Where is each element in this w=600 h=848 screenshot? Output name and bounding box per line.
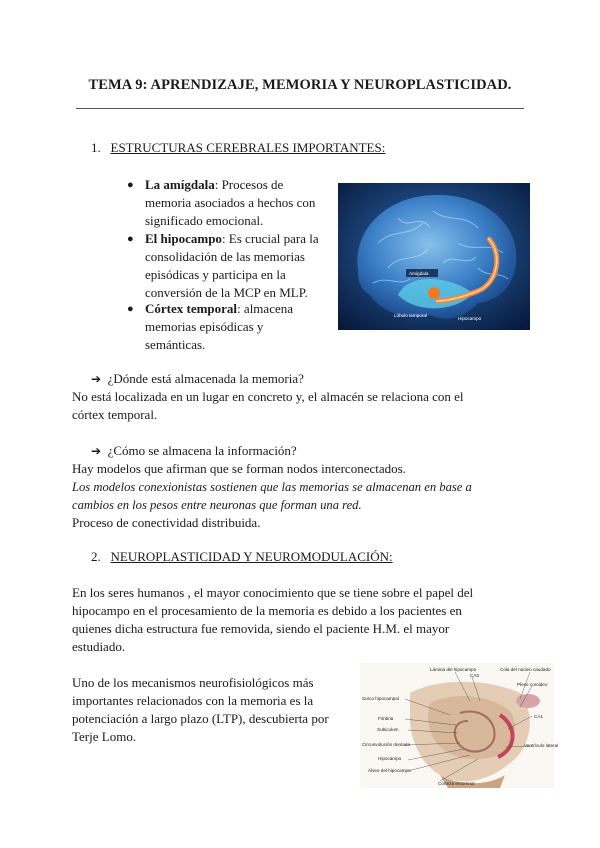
question-2: ➔ ¿Cómo se almacena la información? xyxy=(91,443,297,458)
bullet-term: El hipocampo xyxy=(145,231,222,246)
label-entorhinal-cortex: Corteza entorrinal xyxy=(438,781,475,786)
bullet-hippocampus: ● El hipocampo: Es crucial para la consolidación de las memorias episódicas y participa en la conversión de la MCP en MLP. xyxy=(127,231,319,300)
label-ca1: CA1 xyxy=(534,714,543,719)
section1-number: 1. xyxy=(91,140,101,155)
paragraph-line: potenciación a largo plazo (LTP), descubierta por xyxy=(72,711,329,726)
bullet-dot-icon: ● xyxy=(127,179,134,191)
paragraph-line: Terje Lomo. xyxy=(72,729,137,744)
label-subiculum: Subiculum xyxy=(377,727,399,732)
bullet-amygdala: ● La amígdala: Procesos de memoria asociados a hechos con significado emocional. xyxy=(127,177,316,228)
label-hippocampus: Hipocampo xyxy=(378,756,402,761)
answer-2-line: Hay modelos que afirman que se forman nodos interconectados. xyxy=(72,461,406,476)
bullet-dot-icon: ● xyxy=(127,233,134,245)
section2-number: 2. xyxy=(91,549,101,564)
label-lamina: Lámina del hipocampo xyxy=(430,667,477,672)
arrow-right-icon: ➔ xyxy=(91,372,102,386)
title-divider xyxy=(76,108,524,109)
paragraph-line: quienes dicha estructura fue removida, siendo el paciente H.M. el mayor xyxy=(72,621,450,636)
section2-title: NEUROPLASTICIDAD Y NEUROMODULACIÓN: xyxy=(110,549,393,564)
paragraph-line: importantes relacionados con la memoria es la xyxy=(72,693,314,708)
label-caudate-tail: Cola del núcleo caudado xyxy=(500,667,551,672)
hippocampus-diagram xyxy=(360,663,559,788)
label-dentate-gyrus: Circunvolución dentada xyxy=(362,742,411,747)
label-lateral-ventricle: Ventrículo lateral xyxy=(524,743,559,748)
bullet-temporal-cortex: ● Córtex temporal: almacena memorias episódicas y semánticas. xyxy=(127,301,293,352)
label-amygdala: Amígdala xyxy=(409,271,429,276)
answer-2-italic: cambios en los pesos entre neuronas que forman una red. xyxy=(72,498,362,512)
label-temporal-lobe: Lóbulo temporal xyxy=(394,313,427,318)
section1-title: ESTRUCTURAS CEREBRALES IMPORTANTES: xyxy=(110,140,386,155)
label-choroid-plexus: Plexo coroideo xyxy=(517,682,548,687)
label-fimbria: Fimbria xyxy=(378,716,394,721)
paragraph-line: Uno de los mecanismos neurofisiológicos más xyxy=(72,675,314,690)
section2-heading xyxy=(91,548,393,566)
paragraph-line: En los seres humanos , el mayor conocimiento que se tiene sobre el papel del xyxy=(72,585,474,600)
answer-1-line: No está localizada en un lugar en concreto y, el almacén se relaciona con el xyxy=(72,389,464,404)
arrow-right-icon: ➔ xyxy=(91,444,102,458)
answer-2-italic: Los modelos conexionistas sostienen que las memorias se almacenan en base a xyxy=(72,480,472,494)
label-ca3: CA3 xyxy=(470,673,479,678)
page-title: TEMA 9: APRENDIZAJE, MEMORIA Y NEUROPLASTICIDAD. xyxy=(88,77,512,93)
label-alveus: Álveo del hipocampo xyxy=(368,768,411,773)
bullet-term: La amígdala xyxy=(145,177,215,192)
brain-illustration xyxy=(338,183,530,330)
paragraph-line: estudiado. xyxy=(72,639,126,654)
label-hippocampal-sulcus: Surco hipocampal xyxy=(362,696,399,701)
question-1: ➔ ¿Dónde está almacenada la memoria? xyxy=(91,371,304,386)
paragraph-line: hipocampo en el procesamiento de la memoria es debido a los pacientes en xyxy=(72,603,462,618)
section1-heading xyxy=(91,139,385,157)
answer-2-line: Proceso de conectividad distribuida. xyxy=(72,515,261,530)
answer-1-line: córtex temporal. xyxy=(72,407,158,422)
bullet-dot-icon: ● xyxy=(127,303,134,315)
bullet-term: Córtex temporal xyxy=(145,301,238,316)
label-hippocampus: Hipocampo xyxy=(458,316,482,321)
